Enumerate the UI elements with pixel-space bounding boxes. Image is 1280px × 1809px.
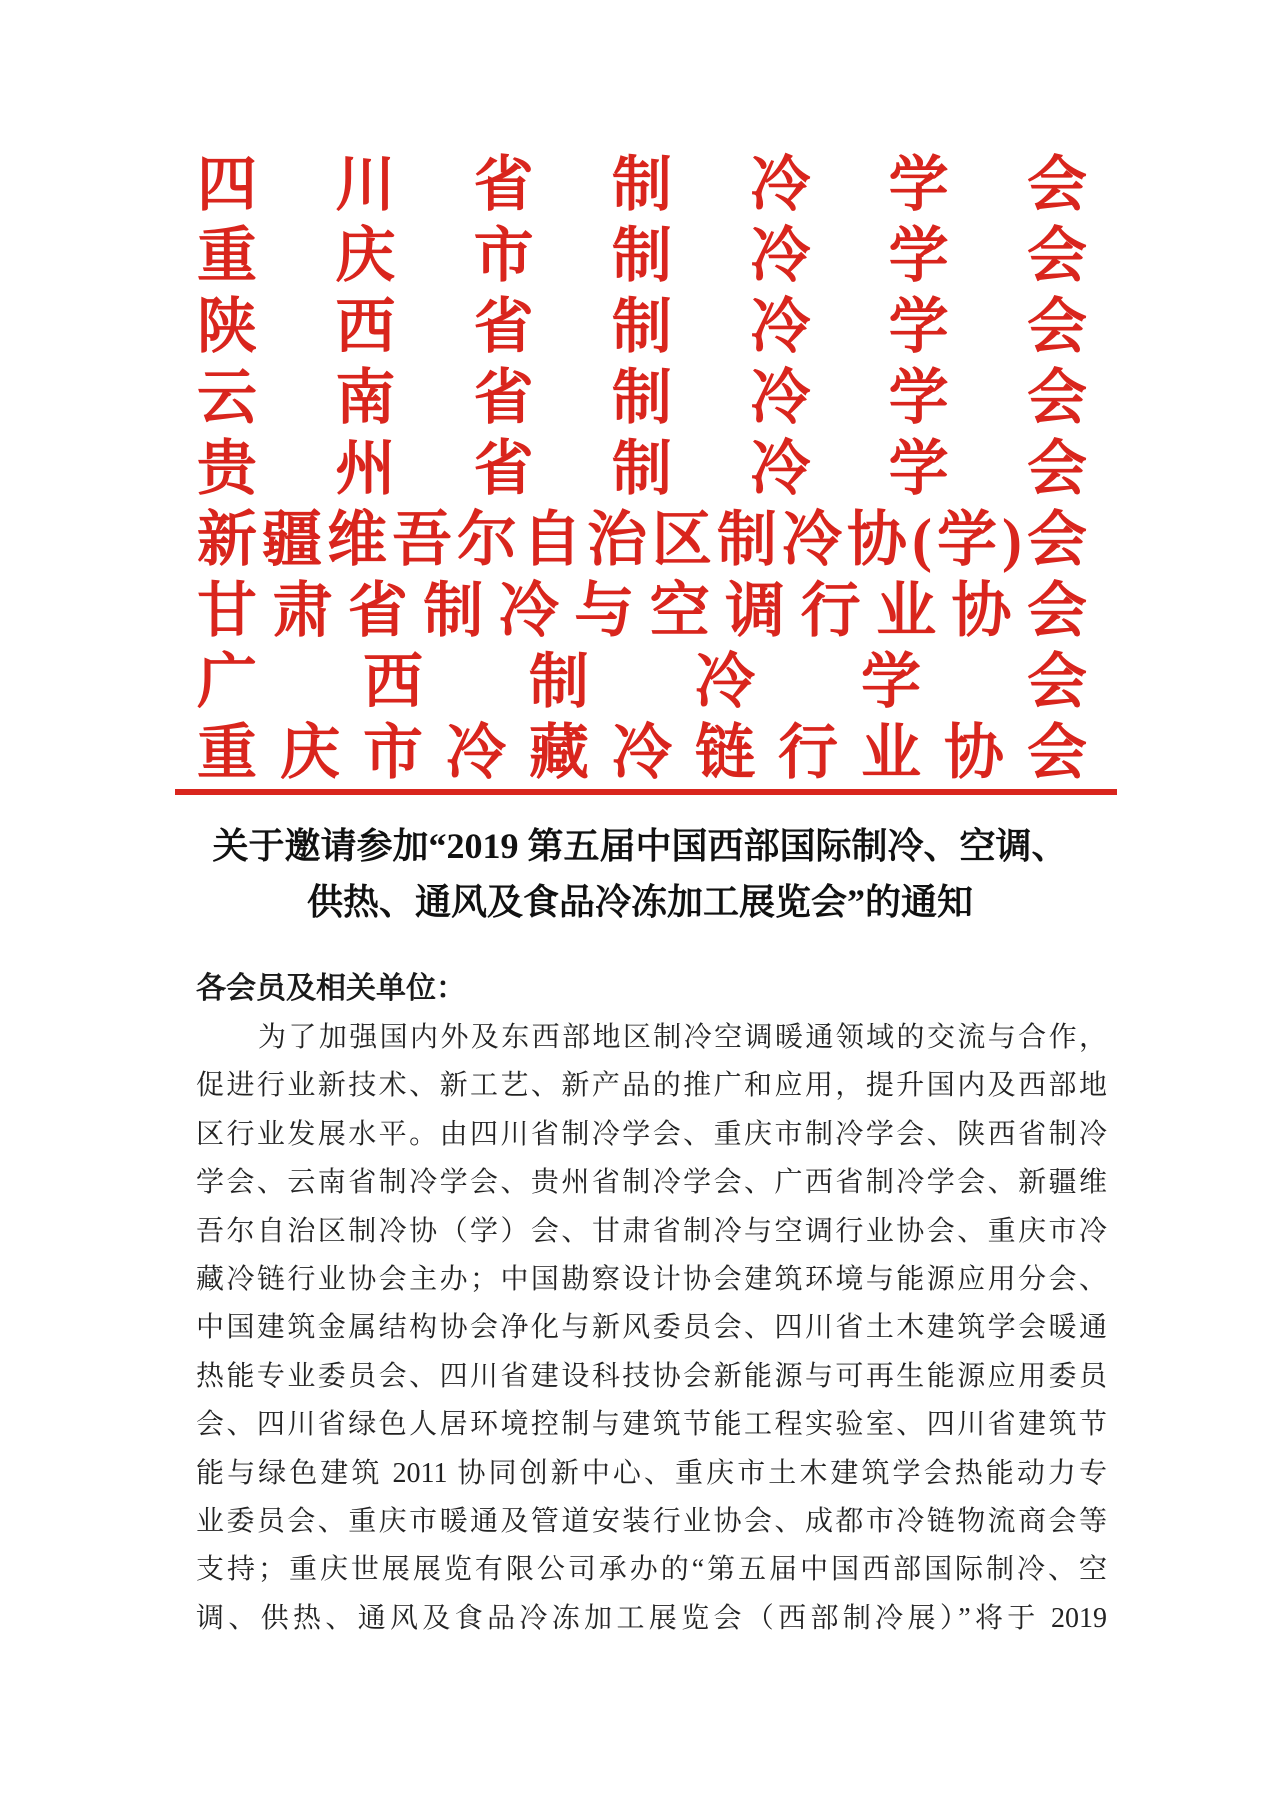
body-line: 为了加强国内外及东西部地区制冷空调暖通领域的交流与合作，	[258, 1022, 1107, 1053]
letterhead	[197, 150, 1087, 789]
org-name-yunnan: 云 南 省 制 冷 学 会	[197, 365, 1087, 431]
body-line: 能与绿色建筑 2011 协同创新中心、重庆市土木建筑学会热能动力专	[196, 1457, 1107, 1489]
body-line: 调、供热、通风及食品冷冻加工展览会（西部制冷展）”将于 2019	[196, 1602, 1107, 1634]
body-line: 中国建筑金属结构协会净化与新风委员会、四川省土木建筑学会暖通	[196, 1312, 1107, 1344]
letterhead-divider	[175, 789, 1117, 795]
notice-title-line-2: 供热、通风及食品冷冻加工展览会”的通知	[306, 882, 973, 922]
org-name-chongqing-coldchain: 重 庆 市 冷 藏 冷 链 行 业 协 会	[197, 720, 1087, 786]
body-line: 热能专业委员会、四川省建设科技协会新能源与可再生能源应用委员	[196, 1360, 1107, 1392]
body-line: 会、四川省绿色人居环境控制与建筑节能工程实验室、四川省建筑节	[196, 1409, 1107, 1441]
org-name-sichuan: 四 川 省 制 冷 学 会	[197, 152, 1087, 218]
notice-title-line-1: 关于邀请参加“2019 第五届中国西部国际制冷、空调、	[212, 826, 1068, 866]
body-line: 促进行业新技术、新工艺、新产品的推广和应用，提升国内及西部地	[196, 1070, 1107, 1102]
org-name-guangxi: 广 西 制 冷 学 会	[197, 649, 1087, 715]
notice-body	[196, 1014, 1107, 1643]
org-name-shaanxi: 陕 西 省 制 冷 学 会	[197, 294, 1087, 360]
org-name-chongqing: 重 庆 市 制 冷 学 会	[197, 223, 1087, 289]
body-line: 支持；重庆世展展览有限公司承办的“第五届中国西部国际制冷、空	[196, 1554, 1107, 1586]
body-line: 学会、云南省制冷学会、贵州省制冷学会、广西省制冷学会、新疆维	[196, 1167, 1107, 1199]
org-name-guizhou: 贵 州 省 制 冷 学 会	[197, 436, 1087, 502]
body-line: 藏冷链行业协会主办；中国勘察设计协会建筑环境与能源应用分会、	[196, 1263, 1107, 1295]
salutation: 各会员及相关单位：	[196, 972, 466, 1005]
body-line: 区行业发展水平。由四川省制冷学会、重庆市制冷学会、陕西省制冷	[196, 1118, 1107, 1150]
notice-title	[0, 818, 1280, 930]
org-name-xinjiang: 新 疆 维 吾 尔 自 治 区 制 冷 协 ( 学 ) 会	[197, 507, 1087, 573]
body-line: 吾尔自治区制冷协（学）会、甘肃省制冷与空调行业协会、重庆市冷	[196, 1215, 1107, 1247]
org-name-gansu: 甘 肃 省 制 冷 与 空 调 行 业 协 会	[197, 578, 1087, 644]
body-line: 业委员会、重庆市暖通及管道安装行业协会、成都市冷链物流商会等	[196, 1505, 1107, 1537]
